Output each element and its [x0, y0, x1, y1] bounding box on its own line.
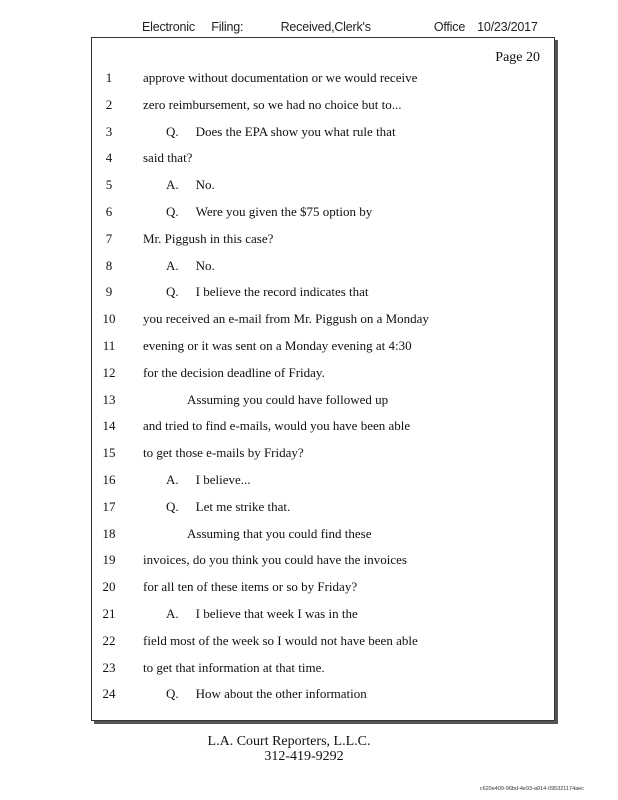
speaker-label: A. — [166, 606, 179, 621]
line-number: 14 — [102, 418, 116, 434]
transcript-line — [92, 284, 554, 304]
line-number: 7 — [105, 230, 113, 246]
transcript-line — [92, 258, 554, 278]
line-content — [143, 633, 418, 649]
line-content — [143, 445, 304, 461]
stamp-word-electronic: Electronic — [142, 20, 195, 34]
speaker-label: Q. — [166, 498, 179, 514]
line-text: I believe the record indicates that — [195, 284, 369, 300]
line-text: No. — [195, 257, 215, 273]
line-number: 11 — [102, 338, 116, 353]
line-text: Assuming that you could find these — [187, 525, 372, 541]
line-content — [143, 418, 410, 434]
transcript-line — [92, 177, 554, 197]
line-text: field most of the week so I would not have been able — [143, 632, 418, 648]
transcript-line — [92, 526, 554, 546]
transcript-line — [92, 472, 554, 492]
line-content — [166, 284, 369, 300]
line-text: Does the EPA show you what rule that — [195, 123, 396, 139]
line-content — [143, 311, 429, 327]
line-content — [166, 177, 215, 193]
line-number: 16 — [102, 472, 116, 487]
speaker-label: Q. — [166, 204, 179, 219]
line-text: to get that information at that time. — [143, 659, 325, 675]
speaker-label: Q. — [166, 686, 179, 702]
line-content — [143, 579, 357, 595]
line-text: I believe that week I was in the — [195, 606, 358, 621]
line-text: evening or it was sent on a Monday evening at 4:30 — [143, 338, 412, 353]
line-number: 8 — [105, 257, 113, 273]
stamp-date: 10/23/2017 — [477, 20, 538, 34]
transcript-line — [92, 231, 554, 251]
line-number: 4 — [105, 150, 113, 166]
line-content — [187, 526, 372, 542]
line-content — [143, 338, 412, 354]
line-number: 22 — [102, 632, 116, 648]
transcript-line — [92, 633, 554, 653]
line-text: said that? — [143, 150, 193, 166]
transcript-line — [92, 124, 554, 144]
line-number: 24 — [102, 686, 116, 702]
line-number: 3 — [105, 123, 113, 139]
line-content — [166, 499, 290, 515]
speaker-label: Q. — [166, 123, 179, 139]
speaker-label: Q. — [166, 284, 179, 300]
transcript-line — [92, 606, 554, 626]
line-number: 9 — [105, 284, 113, 300]
transcript-line — [92, 204, 554, 224]
line-number: 19 — [102, 552, 116, 568]
line-number: 21 — [102, 606, 116, 621]
stamp-word-office: Office — [433, 20, 466, 34]
document-hash: c620e409-96bd-4e93-a914-095321174aec — [479, 786, 584, 792]
line-number: 23 — [102, 659, 116, 675]
line-content — [166, 204, 372, 220]
line-content — [143, 365, 325, 381]
line-content — [166, 686, 367, 702]
speaker-label: A. — [166, 472, 179, 487]
line-number: 10 — [102, 311, 116, 327]
line-text: approve without documentation or we would receive — [143, 70, 418, 85]
line-number: 20 — [102, 579, 116, 595]
line-content — [143, 150, 192, 166]
line-number: 1 — [105, 70, 113, 85]
line-text: No. — [195, 177, 215, 193]
transcript-line — [92, 338, 554, 358]
line-content — [143, 552, 407, 568]
transcript-line — [92, 365, 554, 385]
transcript-page — [91, 37, 555, 721]
line-number: 5 — [105, 177, 113, 193]
stamp-word-filing: Filing: — [211, 20, 244, 34]
transcript-line — [92, 150, 554, 170]
line-text: you received an e-mail from Mr. Piggush on a Monday — [143, 311, 429, 327]
transcript-line — [92, 392, 554, 412]
transcript-line — [92, 97, 554, 117]
line-text: invoices, do you think you could have the invoices — [143, 552, 407, 568]
line-content — [166, 472, 251, 488]
line-content — [166, 124, 396, 140]
transcript-line — [92, 445, 554, 465]
line-content — [187, 392, 388, 408]
line-content — [143, 70, 417, 86]
line-content — [166, 606, 358, 622]
stamp-word-received-clerks: Received,Clerk's — [280, 20, 371, 34]
speaker-label: A. — [166, 257, 179, 273]
line-number: 2 — [105, 96, 113, 112]
transcript-line — [92, 579, 554, 599]
line-content — [166, 258, 215, 274]
page-number: Page 20 — [495, 50, 540, 65]
transcript-line — [92, 660, 554, 680]
line-text: Assuming you could have followed up — [187, 391, 389, 407]
line-text: for the decision deadline of Friday. — [143, 364, 325, 380]
line-number: 13 — [102, 391, 116, 407]
line-number: 6 — [105, 204, 113, 219]
electronic-filing-stamp — [142, 20, 538, 34]
speaker-label: A. — [166, 177, 179, 193]
transcript-line — [92, 499, 554, 519]
line-text: How about the other information — [195, 686, 367, 702]
line-text: Were you given the $75 option by — [195, 204, 373, 219]
line-text: Let me strike that. — [195, 498, 291, 514]
line-content — [143, 97, 401, 113]
court-reporter-name: L.A. Court Reporters, L.L.C. — [207, 734, 371, 749]
line-text: zero reimbursement, so we had no choice but to... — [143, 96, 402, 112]
line-content — [143, 231, 273, 247]
transcript-line — [92, 418, 554, 438]
line-text: Mr. Piggush in this case? — [143, 230, 274, 246]
line-text: and tried to find e-mails, would you have been able — [143, 418, 411, 434]
line-content — [143, 660, 325, 676]
transcript-line — [92, 552, 554, 572]
court-reporter-phone: 312-419-9292 — [264, 749, 344, 764]
line-number: 15 — [102, 445, 116, 461]
line-number: 18 — [102, 525, 116, 541]
line-text: for all ten of these items or so by Friday? — [143, 579, 358, 595]
line-number: 17 — [102, 498, 116, 514]
transcript-line — [92, 311, 554, 331]
line-number: 12 — [102, 364, 116, 380]
line-text: I believe... — [195, 472, 251, 487]
transcript-line — [92, 70, 554, 90]
line-text: to get those e-mails by Friday? — [143, 445, 304, 461]
transcript-line — [92, 686, 554, 706]
